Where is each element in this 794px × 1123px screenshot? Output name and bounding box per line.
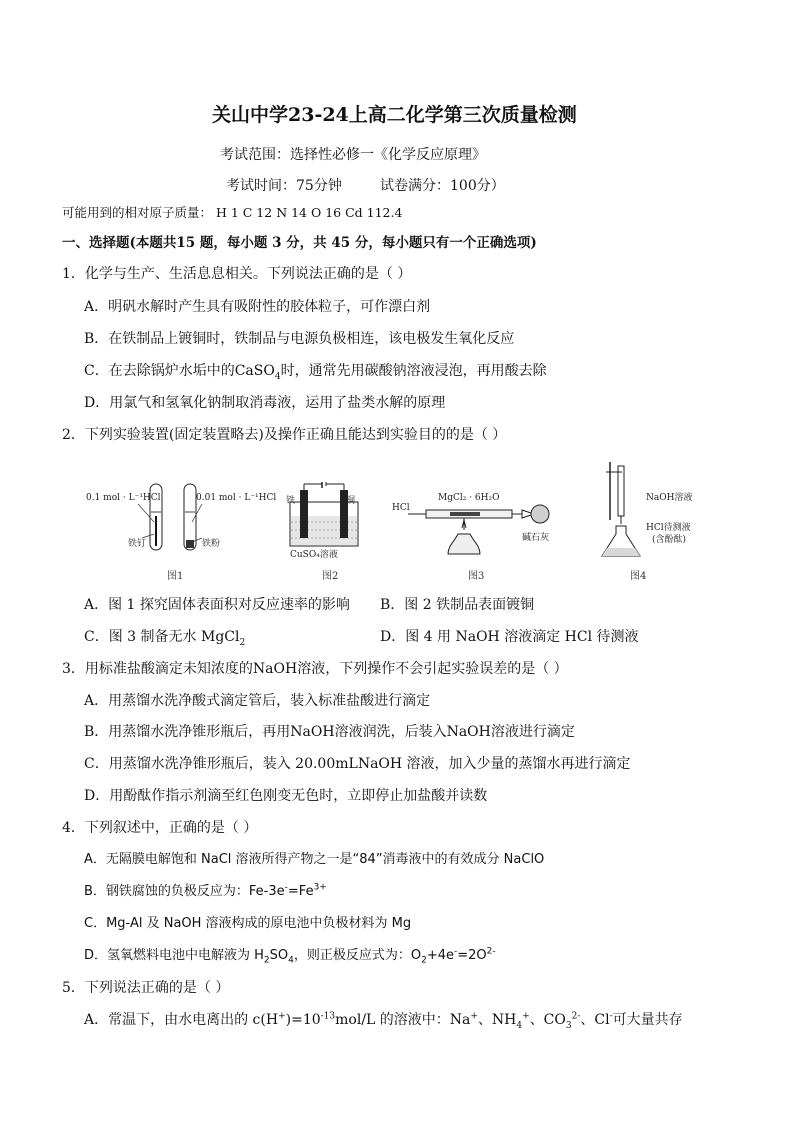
atomic-mass-line: 可能用到的相对原子质量： H 1 C 12 N 14 O 16 Cd 112.4 — [62, 205, 403, 220]
question-2-option-b: B．图 2 铁制品表面镀铜 — [380, 597, 535, 613]
figure-1-label-powder: 铁粉 — [202, 539, 221, 549]
figure-4-label-naoh: NaOH溶液 — [646, 493, 693, 503]
section-heading: 一、选择题(本题共15 题，每小题 3 分，共 45 分，每小题只有一个正确选项) — [62, 235, 537, 251]
question-3-option-a: A．用蒸馏水洗净酸式滴定管后，装入标准盐酸进行滴定 — [84, 693, 431, 709]
figure-4-caption: 图4 — [630, 571, 647, 582]
figure-2-label-cuso4: CuSO₄溶液 — [290, 550, 338, 560]
question-3-option-d: D．用酚酞作指示剂滴至红色刚变无色时，立即停止加盐酸并读数 — [84, 788, 488, 804]
question-2-option-d: D．图 4 用 NaOH 溶液滴定 HCl 待测液 — [380, 629, 639, 645]
question-4-option-d: D．氢氧燃料电池中电解液为 $H_2SO_4$，则正极反应式为：$O_2+4e^-=2O^{2-}$ — [84, 946, 496, 966]
page-title: 关山中学23-24上高二化学第三次质量检测 — [212, 104, 577, 126]
figure-2-label-cu: 铜 — [346, 496, 356, 506]
question-2-option-a: A．图 1 探究固体表面积对反应速率的影响 — [84, 597, 350, 613]
figure-3-label-lime: 碱石灰 — [522, 533, 550, 543]
figure-2-caption: 图2 — [322, 571, 339, 582]
figure-2-label-fe: 铁 — [286, 496, 296, 506]
figure-1-label-nail: 铁钉 — [128, 539, 147, 549]
figure-1-caption: 图1 — [167, 571, 184, 582]
figure-1-label-hcl-1: 0.1 mol · L⁻¹HCl — [86, 493, 161, 503]
exam-score: 试卷满分：100分） — [380, 178, 505, 194]
figure-3-label-mgcl2: MgCl₂ · 6H₂O — [438, 493, 500, 503]
question-1-stem: 1．化学与生产、生活息息相关。下列说法正确的是（ ） — [62, 266, 412, 282]
question-5-stem: 5．下列说法正确的是（ ） — [62, 980, 230, 996]
figure-3-caption: 图3 — [468, 571, 485, 582]
question-3-option-b: B．用蒸馏水洗净锥形瓶后，再用NaOH溶液润洗，后装入NaOH溶液进行滴定 — [84, 724, 575, 740]
question-5-option-a: A．常温下，由水电离出的 $c(H^+)=10^{-13}mol/L$ 的溶液中：Na+、$NH_4^+$、$CO_3^{2-}$、Cl-可大量共存 — [84, 1011, 683, 1031]
figure-4-label-phenolphthalein: (含酚酞) — [652, 535, 687, 545]
exam-time: 考试时间：75分钟 — [226, 178, 342, 194]
question-4-option-c: C．Mg-Al 及 NaOH 溶液构成的原电池中负极材料为 Mg — [84, 916, 412, 931]
question-3-stem: 3．用标准盐酸滴定未知浓度的NaOH溶液，下列操作不会引起实验误差的是（ ） — [62, 661, 568, 677]
figure-4-label-hcl-sample: HCl待测液 — [646, 523, 691, 533]
exam-scope: 考试范围：选择性必修一《化学反应原理》 — [220, 147, 486, 163]
question-1-option-d: D．用氯气和氢氧化钠制取消毒液，运用了盐类水解的原理 — [84, 395, 446, 411]
figure-3-label-hcl: HCl — [392, 503, 410, 513]
question-1-option-a: A．明矾水解时产生具有吸附性的胶体粒子，可作漂白剂 — [84, 299, 431, 315]
question-4-option-b: B．钢铁腐蚀的负极反应为：$Fe-3e^-=Fe^{3+}$ — [84, 882, 327, 899]
question-2-option-c: C．图 3 制备无水 MgCl$_2$ — [84, 629, 246, 648]
question-4-stem: 4．下列叙述中，正确的是（ ） — [62, 820, 258, 836]
question-1-option-b: B．在铁制品上镀铜时，铁制品与电源负极相连，该电极发生氧化反应 — [84, 331, 515, 347]
question-2-stem: 2．下列实验装置(固定装置略去)及操作正确且能达到实验目的的是（ ） — [62, 427, 507, 443]
question-3-option-c: C．用蒸馏水洗净锥形瓶后，装入 20.00mLNaOH 溶液，加入少量的蒸馏水再进行滴定 — [84, 756, 631, 772]
figure-1-label-hcl-2: 0.01 mol · L⁻¹HCl — [196, 493, 277, 503]
question-1-option-c: C．在去除锅炉水垢中的CaSO$_4$时，通常先用碳酸钠溶液浸泡，再用酸去除 — [84, 363, 547, 382]
figure-4-titration-setup — [598, 460, 648, 562]
question-4-option-a: A．无隔膜电解饱和 NaCl 溶液所得产物之一是“84”消毒液中的有效成分 NaClO — [84, 852, 545, 867]
